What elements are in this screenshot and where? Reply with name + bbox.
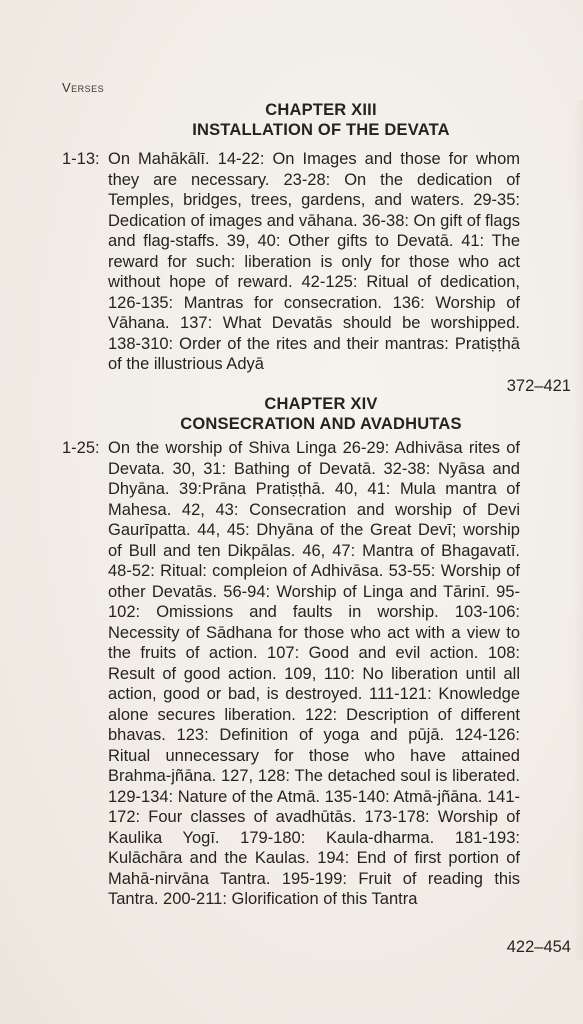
running-head: Verses	[62, 80, 105, 95]
summary-text: On Mahākālī. 14-22: On Images and those for whom they are necessary. 23-28: On the dedication of Temples, bridges, trees, gardens, and waters. 29-35: Dedication of images and vāhana. 36-38: On gift of flags and flag-staffs. 39, 40: Other gifts to Devatā. 41: The reward for such: liberation is only for those who act without hope of reward. 42-125: Ritual of dedication, 126-135: Mantras for consecration. 136: Worship of Vāhana. 137: What Devatās should be worshipped. 138-310: Order of the rites and their mantras: Pratiṣṭhā of the illustrious Adyā	[108, 150, 520, 373]
chapter-number: CHAPTER XIII	[265, 101, 377, 119]
chapter-title: CONSECRATION AND AVADHUTAS	[180, 415, 462, 433]
verse-range: 1-13:	[62, 150, 100, 168]
chapter-number: CHAPTER XIV	[264, 395, 378, 413]
chapter-heading	[60, 100, 582, 140]
show-through-shadow	[573, 100, 583, 960]
chapter-title: INSTALLATION OF THE DEVATA	[192, 121, 450, 139]
page-range: 422–454	[506, 938, 571, 956]
summary-text: On the worship of Shiva Linga 26-29: Adhivāsa rites of Devata. 30, 31: Bathing of Devatā. 32-38: Nyāsa and Dhyāna. 39:Prāna Pratiṣṭhā. 40, 41: Mula mantra of Mahesa. 42, 43: Consecration and worship of Devi Gaurīpatta. 44, 45: Dhyāna of the Great Devī; worship of Bull and ten Dikpālas. 46, 47: Mantra of Bhagavatī. 48-52: Ritual: compleion of Adhivāsa. 53-55: Worship of other Devatās. 56-94: Worship of Linga and Tārinī. 95-102: Omissions and faults in worship. 103-106: Necessity of Sādhana for those who act with a view to the fruits of action. 107: Good and evil action. 108: Result of good action. 109, 110: No liberation until all action, good or bad, is destroyed. 111-121: Knowledge alone secures liberation. 122: Description of different bhavas. 123: Definition of yoga and pūjā. 124-126: Ritual unnecessary for those who have attained Brahma-jñāna. 127, 128: The detached soul is liberated. 129-134: Nature of the Atmā. 135-140: Atmā-jñāna. 141-172: Four classes of avadhūtās. 173-178: Worship of Kaulika Yogī. 179-180: Kaula-dharma. 181-193: Kulāchāra and the Kaulas. 194: End of first portion of Mahā-nirvāna Tantra. 195-199: Fruit of reading this Tantra. 200-211: Glorification of this Tantra	[108, 439, 520, 908]
page-range: 372–421	[506, 377, 571, 395]
chapter-heading	[60, 394, 582, 434]
verse-range: 1-25:	[62, 439, 100, 457]
